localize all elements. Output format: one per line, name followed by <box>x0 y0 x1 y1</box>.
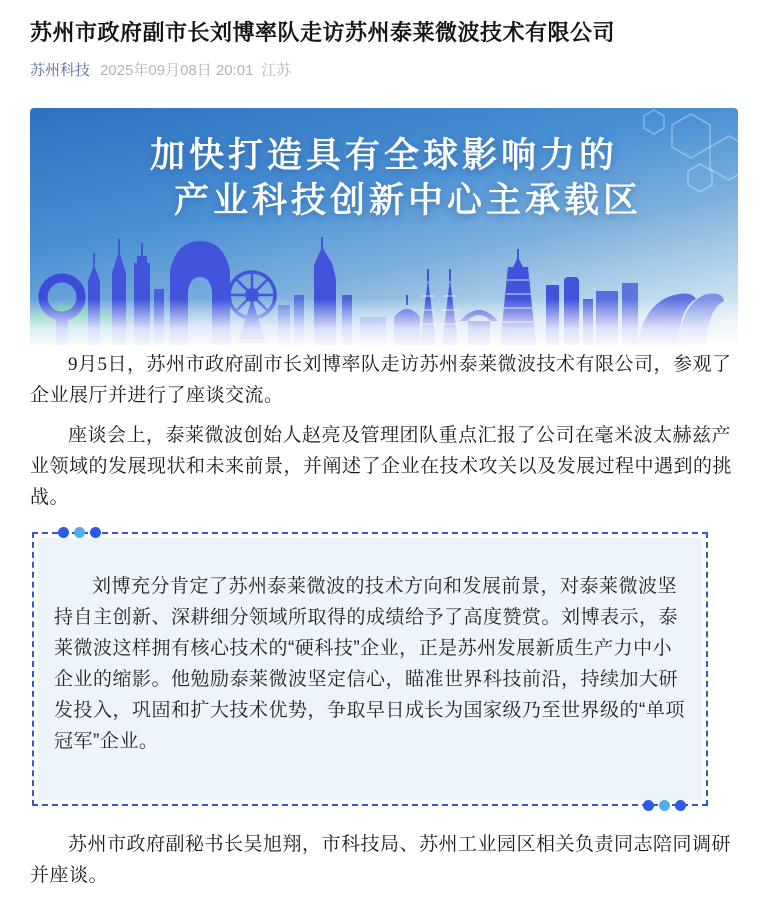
decorative-dot <box>58 527 69 538</box>
closing-paragraph: 苏州市政府副秘书长吴旭翔，市科技局、苏州工业园区相关负责同志陪同调研并座谈。 <box>30 834 732 886</box>
highlight-quote-box <box>32 532 708 806</box>
decorative-dot <box>90 527 101 538</box>
body-paragraph: 座谈会上，泰莱微波创始人赵亮及管理团队重点汇报了公司在毫米波太赫兹产业领域的发展现状和未来前景，并阐述了企业在技术攻关以及发展过程中遇到的挑战。 <box>30 425 733 508</box>
decorative-dot <box>659 800 670 811</box>
article-title: 苏州市政府副市长刘博率队走访苏州泰莱微波技术有限公司 <box>30 20 616 45</box>
dots-decoration-top <box>58 527 101 538</box>
account-name-link[interactable]: 苏州科技 <box>30 62 91 79</box>
decorative-dot <box>643 800 654 811</box>
highlight-quote-background <box>38 538 702 800</box>
banner-image[interactable] <box>30 108 738 345</box>
article-page <box>0 17 768 891</box>
decorative-dot <box>675 800 686 811</box>
banner-headline <box>30 133 738 223</box>
decorative-dot <box>74 527 85 538</box>
banner-headline-line1: 加快打造具有全球影响力的 <box>149 136 618 175</box>
byline <box>30 60 738 81</box>
publish-date: 2025年09月08日 20:01 <box>100 62 254 79</box>
dots-decoration-bottom <box>643 800 686 811</box>
banner-headline-line2: 产业科技创新中心主承载区 <box>173 181 642 220</box>
highlight-quote-text: 刘博充分肯定了苏州泰莱微波的技术方向和发展前景，对泰莱微波坚持自主创新、深耕细分领域所取得的成绩给予了高度赞赏。刘博表示，泰莱微波这样拥有核心技术的“硬科技”企业，正是苏州发展新质生产力中小企业的缩影。他勉励泰莱微波坚定信心，瞄准世界科技前沿，持续加大研发投入，巩固和扩大技术优势，争取早日成长为国家级乃至世界级的“单项冠军”企业。 <box>54 576 685 752</box>
body-paragraph: 9月5日，苏州市政府副市长刘博率队走访苏州泰莱微波技术有限公司，参观了企业展厅并进行了座谈交流。 <box>30 354 732 406</box>
city-skyline-illustration <box>30 233 738 345</box>
publish-location: 江苏 <box>261 62 292 79</box>
